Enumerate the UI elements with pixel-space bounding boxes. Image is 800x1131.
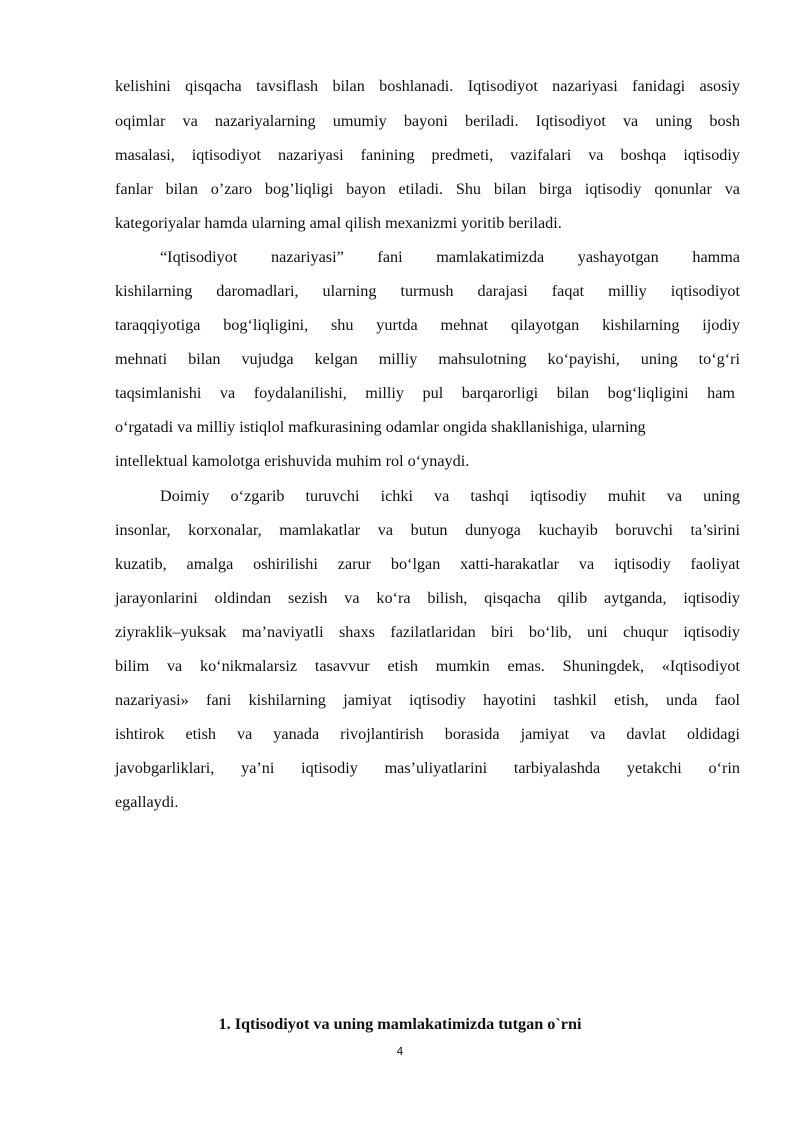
text-line: Doimiy o‘zgarib turuvchi ichki va tashqi iqtisodiy muhit va uning (160, 487, 740, 505)
text-line: ishtirok etish va yanada rivojlantirish borasida jamiyat va davlat oldidagi (115, 725, 740, 743)
text-line: taqsimlanishi va foydalanilishi, milliy pul barqarorligi bilan bog‘liqligini ham (115, 384, 735, 402)
text-line: kishilarning daromadlari, ularning turmush darajasi faqat milliy iqtisodiyot (115, 282, 740, 300)
text-line: mehnati bilan vujudga kelgan milliy mahsulotning ko‘payishi, uning to‘g‘ri (115, 350, 740, 368)
text-line: kategoriyalar hamda ularning amal qilish mexanizmi yoritib beriladi. (115, 214, 562, 232)
text-line: kuzatib, amalga oshirilishi zarur bo‘lgan xatti-harakatlar va iqtisodiy faoliyat (115, 555, 740, 573)
text-line: bilim va ko‘nikmalarsiz tasavvur etish mumkin emas. Shuningdek, «Iqtisodiyot (115, 657, 740, 675)
text-line: kelishini qisqacha tavsiflash bilan boshlanadi. Iqtisodiyot nazariyasi fanidagi asosiy (115, 77, 740, 95)
text-line: fanlar bilan o’zaro bog’liqligi bayon etiladi. Shu bilan birga iqtisodiy qonunlar va (115, 180, 740, 198)
text-line: egallaydi. (115, 793, 179, 811)
text-line: javobgarliklari, ya’ni iqtisodiy mas’uliyatlarini tarbiyalashda yetakchi o‘rin (115, 759, 740, 777)
text-line: insonlar, korxonalar, mamlakatlar va butun dunyoga kuchayib boruvchi ta’sirini (115, 521, 740, 539)
text-line: taraqqiyotiga bog‘liqligini, shu yurtda mehnat qilayotgan kishilarning ijodiy (115, 316, 740, 334)
page-number: 4 (396, 1045, 404, 1058)
text-line: masalasi, iqtisodiyot nazariyasi fanining predmeti, vazifalari va boshqa iqtisodiy (115, 146, 740, 164)
section-heading: 1. Iqtisodiyot va uning mamlakatimizda tutgan o`rni (218, 1015, 582, 1033)
text-line: oqimlar va nazariyalarning umumiy bayoni beriladi. Iqtisodiyot va uning bosh (115, 112, 740, 130)
text-line: o‘rgatadi va milliy istiqlol mafkurasining odamlar ongida shakllanishiga, ularning (115, 418, 646, 436)
text-line: intellektual kamolotga erishuvida muhim rol o‘ynaydi. (115, 452, 470, 470)
text-line: ziyraklik–yuksak ma’naviyatli shaxs fazilatlaridan biri bo‘lib, uni chuqur iqtisodiy (115, 623, 740, 641)
text-line: “Iqtisodiyot nazariyasi” fani mamlakatimizda yashayotgan hamma (160, 248, 740, 266)
text-line: jarayonlarini oldindan sezish va ko‘ra bilish, qisqacha qilib aytganda, iqtisodiy (115, 589, 740, 607)
text-line: nazariyasi» fani kishilarning jamiyat iqtisodiy hayotini tashkil etish, unda faol (115, 691, 740, 709)
